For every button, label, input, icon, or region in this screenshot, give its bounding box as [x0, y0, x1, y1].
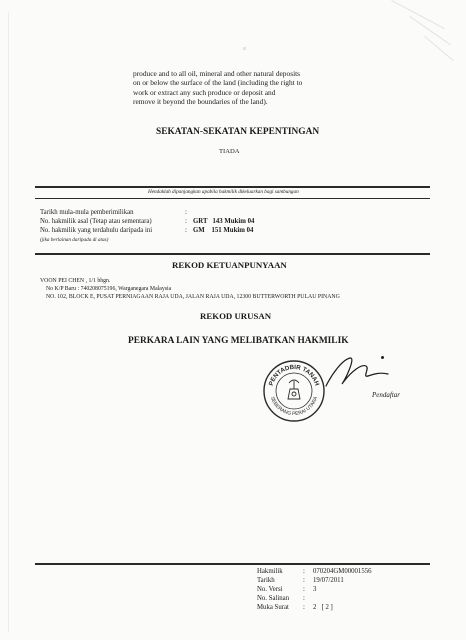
footer-colon: :: [303, 595, 305, 602]
restrictions-heading: SEKATAN-SEKATAN KEPENTINGAN: [156, 127, 320, 137]
registrar-label: Pendaftar: [372, 391, 400, 399]
title-info-colon: :: [185, 218, 187, 225]
footer-label: Muka Surat: [257, 604, 289, 611]
terms-paragraph: [133, 69, 333, 107]
footer-colon: :: [303, 577, 305, 584]
scan-speck: [8, 12, 9, 632]
divider-line: [35, 186, 430, 188]
footer-value: 2 [ 2 ]: [313, 604, 333, 611]
owner-name: VOON PEI CHEN , 1/1 bhgn.: [40, 278, 111, 284]
signature-mark: [381, 356, 384, 359]
dealings-heading: REKOD URUSAN: [200, 311, 272, 321]
title-info-label: Tarikh mula-mula pemberimilikan: [40, 209, 134, 216]
divider-line: [35, 198, 430, 199]
seal-bottom-text: SEBERANG PERAI UTARA: [268, 395, 320, 418]
scan-speck: [391, 0, 444, 29]
title-info-label: No. hakmilik yang terdahulu daripada ini: [40, 227, 153, 234]
crest-icon: [288, 380, 300, 399]
footer-value: 3: [313, 586, 317, 593]
continuation-note: Hendaklah dipanjangkan apabila hakmilik dikeluarkan bagi sambungan: [148, 189, 299, 195]
footer-value: 19/07/2011: [313, 577, 344, 584]
owner-address: NO. 102, BLOCK E, PUSAT PERNIAGAAN RAJA UDA, JALAN RAJA UDA, 12300 BUTTERWORTH PULAU PINANG: [46, 294, 340, 300]
divider-line: [35, 253, 430, 255]
scan-speck: [243, 47, 246, 50]
restrictions-value: TIADA: [219, 148, 240, 155]
seal-top-text: PENTADBIR TANAH: [267, 363, 321, 387]
paragraph-line: on or below the surface of the land (including the right to: [133, 78, 303, 88]
title-info-sublabel: (jika berlainan daripada di atas): [40, 237, 109, 243]
scan-speck: [424, 36, 454, 61]
footer-colon: :: [303, 568, 305, 575]
ownership-heading: REKOD KETUANPUNYAAN: [172, 260, 287, 270]
footer-colon: :: [303, 604, 305, 611]
divider-line: [35, 563, 430, 565]
title-info-colon: :: [185, 209, 187, 216]
other-matters-heading: PERKARA LAIN YANG MELIBATKAN HAKMILIK: [128, 336, 349, 346]
paragraph-line: work or extract any such produce or deposit and: [133, 87, 276, 97]
footer-label: No. Versi: [257, 586, 283, 593]
footer-label: Tarikh: [257, 577, 275, 584]
title-info-value: GRT 143 Mukim 04: [193, 218, 255, 225]
paragraph-line: produce and to all oil, mineral and other natural deposits: [133, 69, 301, 78]
footer-label: Hakmilik: [257, 568, 283, 575]
footer-colon: :: [303, 586, 305, 593]
footer-label: No. Salinan: [257, 595, 290, 602]
paragraph-line: remove it beyond the boundaries of the land).: [133, 97, 268, 107]
title-info-label: No. hakmilik asal (Tetap atau sementara): [40, 218, 152, 225]
footer-value: 070204GM00001556: [313, 568, 372, 575]
title-info-value: GM 151 Mukim 04: [193, 227, 254, 234]
owner-ic: No K/P Baru : 740208075196, Warganegara Malaysia: [46, 286, 172, 292]
title-info-colon: :: [185, 227, 187, 234]
land-office-seal: [262, 359, 326, 423]
